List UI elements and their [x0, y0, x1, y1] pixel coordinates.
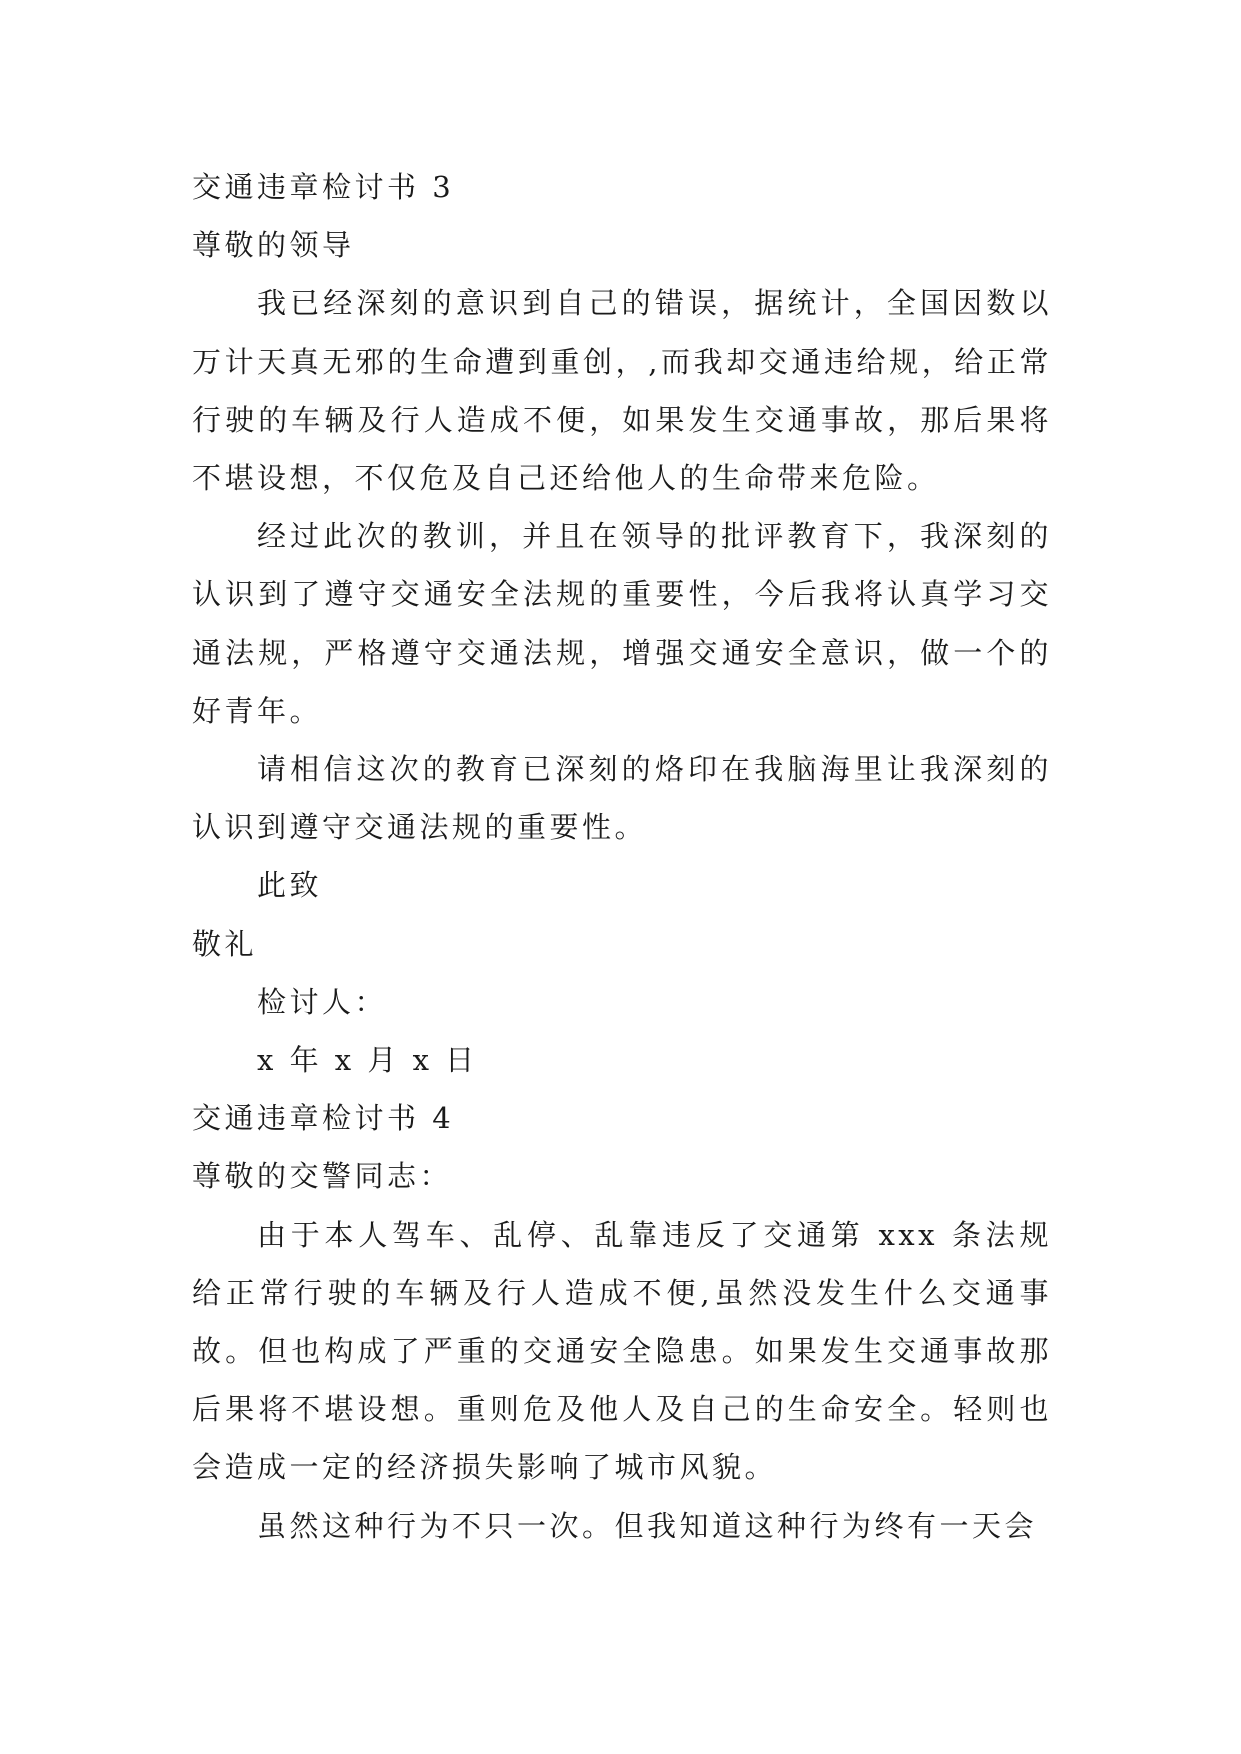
section-3-signer-label: 检讨人：: [257, 984, 388, 1019]
section-3-paragraph-3: 请相信这次的教育已深刻的烙印在我脑海里让我深刻的认识到遵守交通法规的重要性。: [192, 752, 1052, 845]
section-3-closing-1: 此致: [257, 868, 323, 903]
section-4-paragraph-2: 虽然这种行为不只一次。但我知道这种行为终有一天会: [257, 1508, 1038, 1543]
section-4-salutation: 尊敬的交警同志：: [192, 1159, 453, 1194]
document-page: [192, 158, 1052, 1555]
section-4-title: 交通违章检讨书 4: [192, 1101, 455, 1136]
section-4-paragraph-1: 由于本人驾车、乱停、乱靠违反了交通第 xxx 条法规给正常行驶的车辆及行人造成不便,虽然没发生什么交通事故。但也构成了严重的交通安全隐患。如果发生交通事故那后果将不堪设想。重则危及他人及自己的生命安全。轻则也会造成一定的经济损失影响了城市风貌。: [192, 1217, 1052, 1485]
section-3-title: 交通违章检讨书 3: [192, 170, 455, 204]
section-3-date: x 年 x 月 x 日: [257, 1043, 478, 1078]
section-3-closing-2: 敬礼: [192, 926, 258, 961]
section-3-paragraph-1: 我已经深刻的意识到自己的错误，据统计，全国因数以万计天真无邪的生命遭到重创，,而我却交通违给规，给正常行驶的车辆及行人造成不便，如果发生交通事故，那后果将不堪设想，不仅危及自己还给他人的生命带来危险。: [192, 286, 1052, 496]
section-3-paragraph-2: 经过此次的教训，并且在领导的批评教育下，我深刻的认识到了遵守交通安全法规的重要性，今后我将认真学习交通法规，严格遵守交通法规，增强交通安全意识，做一个的好青年。: [192, 519, 1052, 728]
section-3-salutation: 尊敬的领导: [192, 228, 355, 263]
